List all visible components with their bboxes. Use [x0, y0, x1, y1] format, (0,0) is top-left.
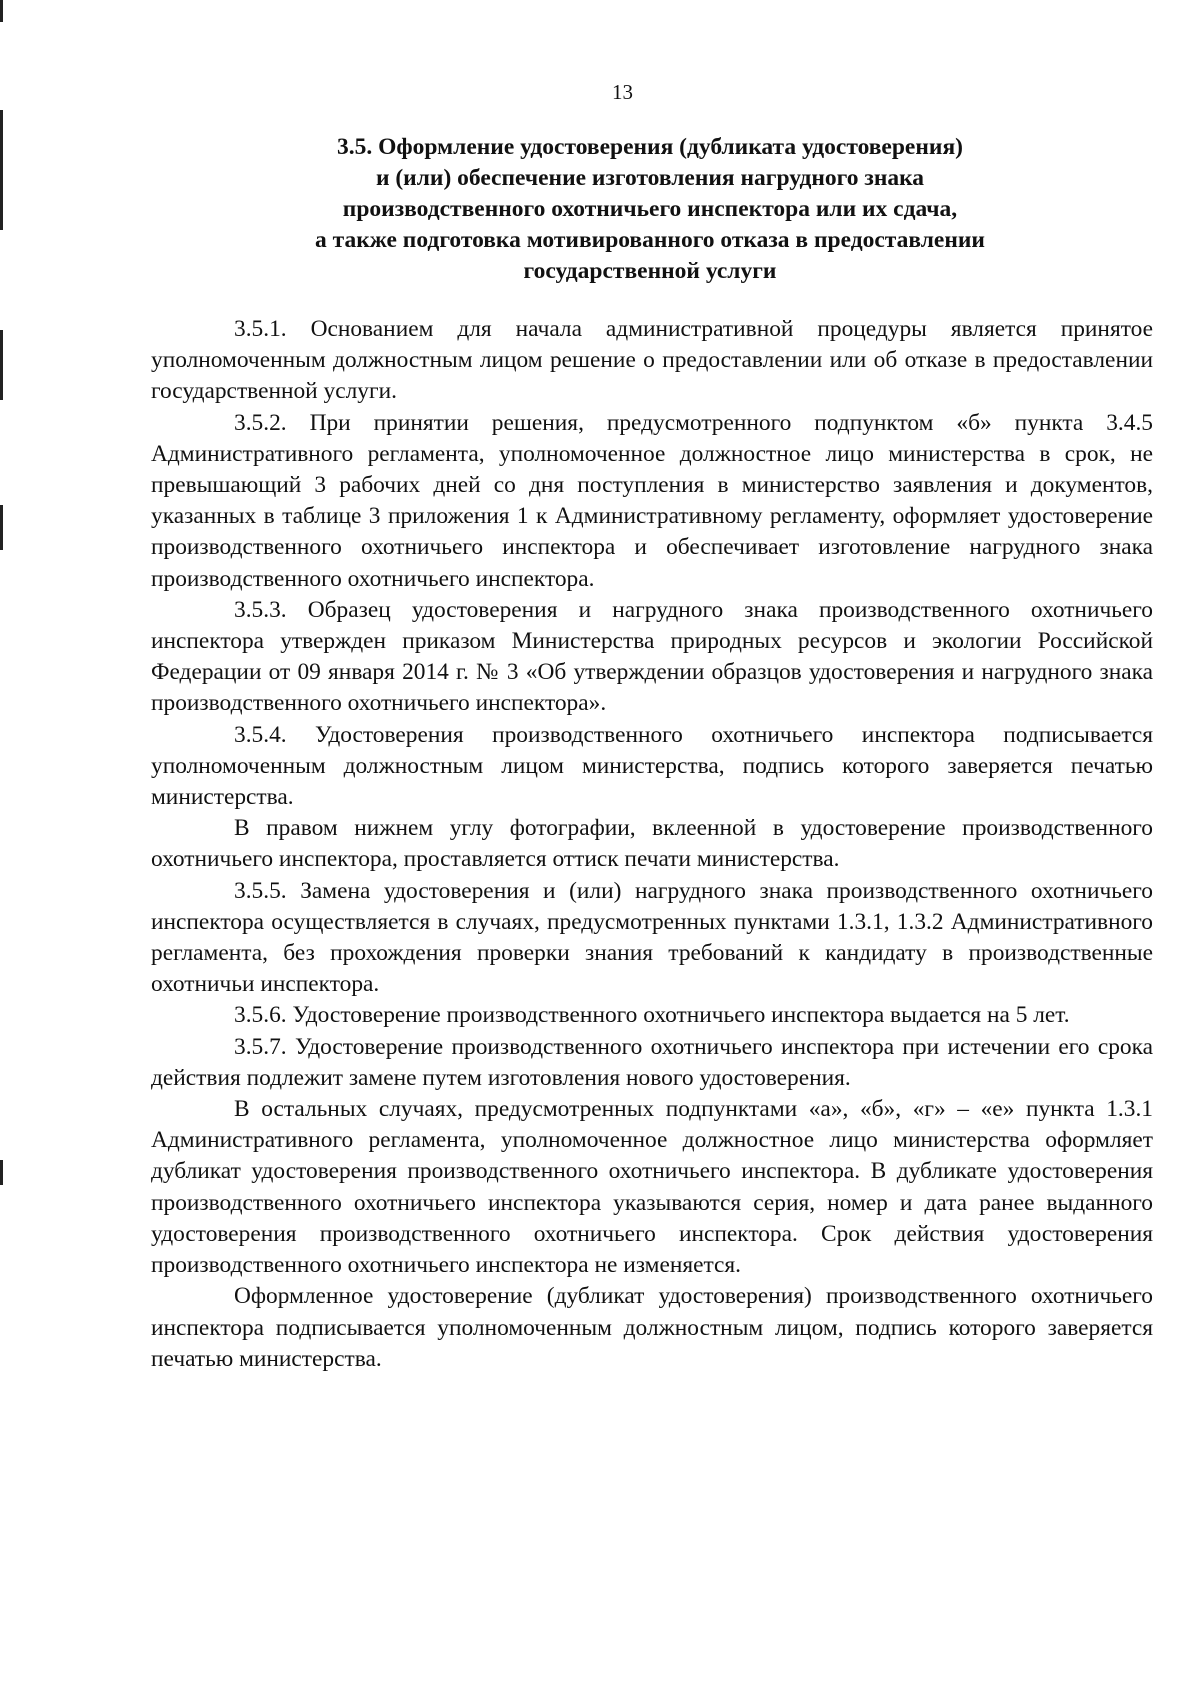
paragraph-signing: Оформленное удостоверение (дубликат удостоверения) производственного охотничьего инспектора подписывается уполномоченным должностным лицом, подпись которого заверяется печатью министерства. [151, 1283, 1153, 1372]
document-body [151, 314, 1153, 1375]
heading-line: государственной услуги [523, 258, 777, 284]
paragraph-photo-stamp: В правом нижнем углу фотографии, вклеенной в удостоверение производственного охотничьего инспектора, проставляется оттиск печати министерства. [151, 815, 1153, 873]
section-heading [150, 132, 1150, 287]
scan-edge-mark [0, 1160, 3, 1185]
scan-edge-mark [0, 0, 3, 22]
heading-line: и (или) обеспечение изготовления нагрудного знака [375, 165, 925, 191]
paragraph-3-5-6: 3.5.6. Удостоверение производственного охотничьего инспектора выдается на 5 лет. [234, 1002, 1070, 1029]
paragraph-3-5-7: 3.5.7. Удостоверение производственного охотничьего инспектора при истечении его срока действия подлежит замене путем изготовления нового удостоверения. [151, 1033, 1153, 1091]
heading-line: производственного охотничьего инспектора или их сдача, [342, 196, 958, 222]
scan-edge-mark [0, 110, 3, 230]
paragraph-duplicate: В остальных случаях, предусмотренных подпунктами «а», «б», «г» – «е» пункта 1.3.1 Административного регламента, уполномоченное должностное лицо министерства оформляет дубликат удостоверения производственного охотничьего инспектора. В дубликате удостоверения производственного охотничьего инспектора указываются серия, номер и дата ранее выданного удостоверения производственного охотничьего инспектора. Срок действия удостоверения производственного охотничьего инспектора не изменяется. [151, 1096, 1153, 1279]
page-number: 13 [612, 80, 633, 104]
scan-edge-mark [0, 505, 3, 550]
paragraph-3-5-3: 3.5.3. Образец удостоверения и нагрудного знака производственного охотничьего инспектора утвержден приказом Министерства природных ресурсов и экологии Российской Федерации от 09 января 2014 г. № 3 «Об утверждении образцов удостоверения и нагрудного знака производственного охотничьего инспектора». [151, 596, 1153, 717]
paragraph-3-5-2: 3.5.2. При принятии решения, предусмотренного подпунктом «б» пункта 3.4.5 Административного регламента, уполномоченное должностное лицо министерства в срок, не превышающий 3 рабочих дней со дня поступления в министерство заявления и документов, указанных в таблице 3 приложения 1 к Административному регламенту, оформляет удостоверение производственного охотничьего инспектора и обеспечивает изготовление нагрудного знака производственного охотничьего инспектора. [151, 409, 1153, 592]
paragraph-3-5-1: 3.5.1. Основанием для начала административной процедуры является принятое уполномоченным должностным лицом решение о предоставлении или об отказе в предоставлении государственной услуги. [151, 316, 1153, 405]
paragraph-3-5-5: 3.5.5. Замена удостоверения и (или) нагрудного знака производственного охотничьего инспектора осуществляется в случаях, предусмотренных пунктами 1.3.1, 1.3.2 Административного регламента, без прохождения проверки знания требований к кандидату в производственные охотничьи инспектора. [151, 877, 1153, 998]
scan-edge-mark [0, 330, 3, 400]
heading-line: 3.5. Оформление удостоверения (дубликата удостоверения) [337, 134, 963, 160]
heading-line: а также подготовка мотивированного отказа в предоставлении [315, 227, 985, 253]
paragraph-3-5-4: 3.5.4. Удостоверения производственного охотничьего инспектора подписывается уполномоченным должностным лицом министерства, подпись которого заверяется печатью министерства. [151, 721, 1153, 811]
